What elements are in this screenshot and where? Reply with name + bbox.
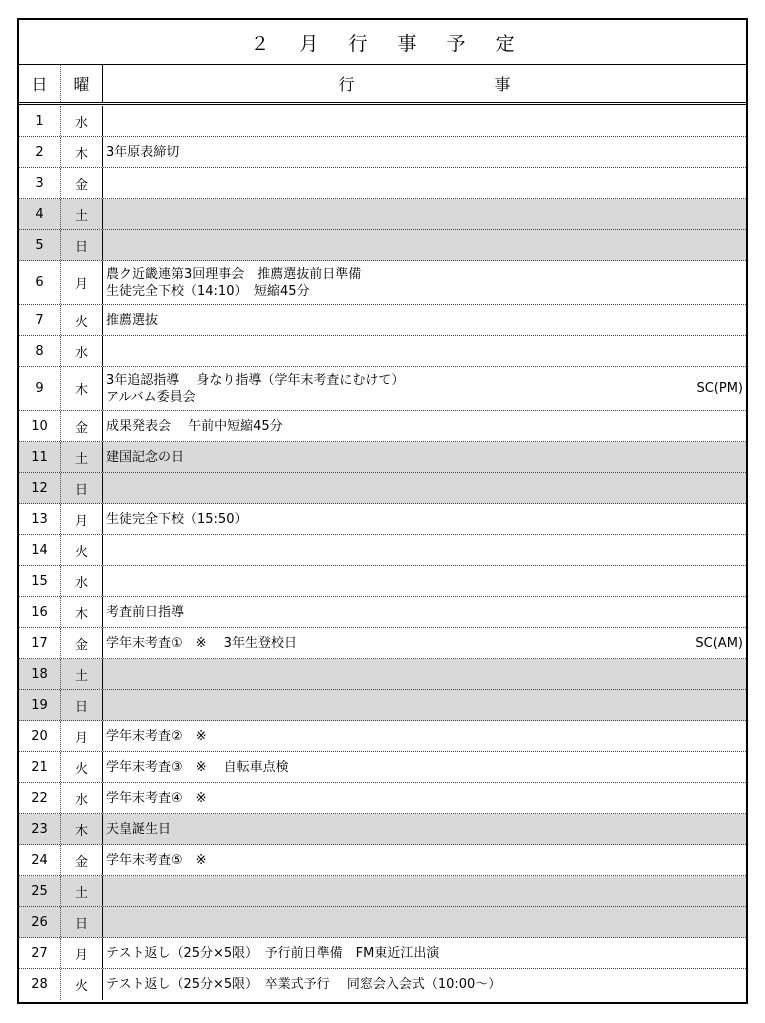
event-line: 学年末考査② ※ [106,728,207,744]
row-weekday: 月 [61,261,103,304]
table-row [19,907,746,938]
table-row [19,845,746,876]
table-row [19,261,746,305]
header-weekday: 曜 [61,65,103,102]
row-weekday: 木 [61,137,103,167]
table-row [19,106,746,137]
row-day: 13 [19,504,61,534]
row-events [103,783,746,813]
row-weekday: 金 [61,411,103,441]
row-day: 15 [19,566,61,596]
row-events [103,659,746,689]
event-line: 学年末考査① ※ 3年生登校日 [106,635,297,651]
row-events [103,261,746,304]
row-weekday: 日 [61,690,103,720]
event-line: 成果発表会 午前中短縮45分 [106,418,283,434]
row-weekday: 土 [61,659,103,689]
event-line: テスト返し（25分×5限） 予行前日準備 FM東近江出演 [106,945,440,961]
table-row [19,690,746,721]
row-day: 4 [19,199,61,229]
row-weekday: 月 [61,721,103,751]
row-day: 14 [19,535,61,565]
row-day: 23 [19,814,61,844]
table-row [19,752,746,783]
row-events [103,907,746,937]
table-header [19,65,746,105]
row-day: 24 [19,845,61,875]
event-line: 生徒完全下校（15:50） [106,511,248,527]
event-line: テスト返し（25分×5限） 卒業式予行 同窓会入会式（10:00～） [106,977,502,992]
row-weekday: 水 [61,106,103,136]
row-weekday: 火 [61,752,103,782]
table-row [19,535,746,566]
table-row [19,199,746,230]
row-weekday: 月 [61,504,103,534]
row-weekday: 土 [61,442,103,472]
row-day: 19 [19,690,61,720]
event-line: 3年原表締切 [106,144,180,160]
row-note: SC(PM) [696,381,743,396]
table-row [19,367,746,411]
header-events: 行事 [338,75,651,94]
row-day: 17 [19,628,61,658]
header-day: 日 [19,65,61,102]
row-events [103,876,746,906]
row-day: 16 [19,597,61,627]
event-line: 推薦選抜 [106,312,159,328]
event-line: アルバム委員会 [106,389,196,405]
page-title: ２ 月 行 事 予 定 [19,20,746,65]
row-day: 6 [19,261,61,304]
row-events [103,442,746,472]
table-row [19,168,746,199]
row-day: 22 [19,783,61,813]
row-weekday: 月 [61,938,103,968]
row-events [103,367,746,410]
row-events [103,814,746,844]
row-day: 26 [19,907,61,937]
row-weekday: 土 [61,876,103,906]
row-day: 28 [19,969,61,1000]
row-weekday: 火 [61,969,103,1000]
schedule-sheet [17,18,748,1004]
table-row [19,566,746,597]
table-row [19,597,746,628]
row-day: 25 [19,876,61,906]
row-day: 1 [19,106,61,136]
row-weekday: 水 [61,783,103,813]
table-row [19,876,746,907]
row-day: 11 [19,442,61,472]
row-events [103,106,746,136]
event-line: 建国記念の日 [106,449,185,465]
row-events [103,473,746,503]
row-events [103,690,746,720]
table-row [19,473,746,504]
row-weekday: 土 [61,199,103,229]
row-weekday: 水 [61,336,103,366]
row-events [103,535,746,565]
row-events [103,628,746,658]
row-events [103,566,746,596]
row-day: 18 [19,659,61,689]
row-events [103,845,746,875]
row-events [103,168,746,198]
row-day: 7 [19,305,61,335]
row-weekday: 火 [61,305,103,335]
row-events [103,721,746,751]
row-events [103,597,746,627]
table-row [19,938,746,969]
row-weekday: 火 [61,535,103,565]
table-row [19,137,746,168]
row-weekday: 日 [61,907,103,937]
table-row [19,336,746,367]
row-day: 9 [19,367,61,410]
table-row [19,504,746,535]
table-row [19,411,746,442]
row-weekday: 木 [61,367,103,410]
row-day: 21 [19,752,61,782]
row-day: 12 [19,473,61,503]
schedule-rows [19,106,746,1000]
row-events [103,305,746,335]
table-row [19,628,746,659]
row-day: 2 [19,137,61,167]
table-row [19,659,746,690]
row-events [103,752,746,782]
table-row [19,721,746,752]
row-weekday: 金 [61,845,103,875]
row-day: 27 [19,938,61,968]
row-events [103,199,746,229]
row-day: 5 [19,230,61,260]
row-events [103,137,746,167]
event-line: 天皇誕生日 [106,821,172,837]
row-weekday: 金 [61,628,103,658]
table-row [19,442,746,473]
row-weekday: 日 [61,230,103,260]
row-note: SC(AM) [695,635,743,651]
table-row [19,230,746,261]
event-line: 生徒完全下校（14:10） 短縮45分 [106,283,310,299]
row-events [103,938,746,968]
row-weekday: 水 [61,566,103,596]
row-day: 8 [19,336,61,366]
table-row [19,783,746,814]
event-line: 考査前日指導 [106,604,185,620]
event-line: 学年末考査④ ※ [106,790,207,806]
row-events [103,411,746,441]
row-day: 10 [19,411,61,441]
row-events [103,969,746,1000]
row-weekday: 日 [61,473,103,503]
row-events [103,504,746,534]
event-line: 3年追認指導 身なり指導（学年末考査にむけて） [106,372,405,388]
event-line: 学年末考査③ ※ 自転車点検 [106,759,289,775]
row-events [103,230,746,260]
table-row [19,969,746,1000]
event-line: 農ク近畿連第3回理事会 推薦選抜前日準備 [106,266,362,282]
row-weekday: 木 [61,814,103,844]
event-line: 学年末考査⑤ ※ [106,852,207,868]
row-weekday: 金 [61,168,103,198]
row-weekday: 木 [61,597,103,627]
row-events [103,336,746,366]
row-day: 20 [19,721,61,751]
table-row [19,305,746,336]
table-row [19,814,746,845]
row-day: 3 [19,168,61,198]
